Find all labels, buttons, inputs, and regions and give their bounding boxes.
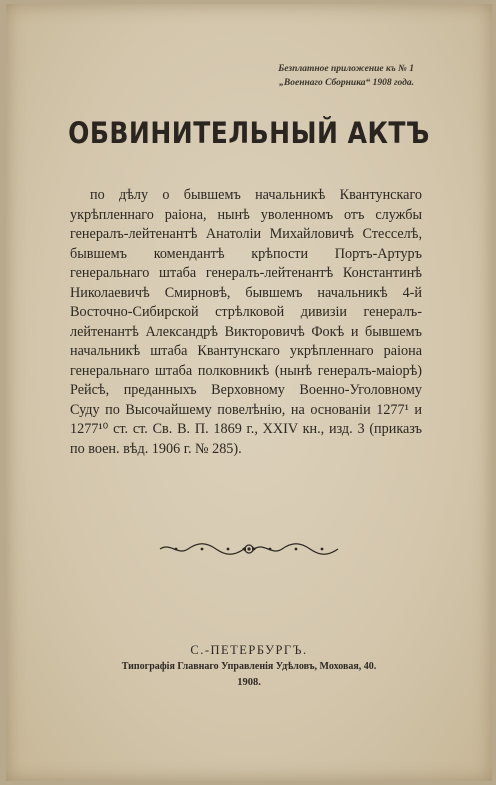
- imprint-printer: Типографія Главнаго Управленія Удѣловъ, Моховая, 40.: [121, 661, 377, 672]
- document-title: ОБВИНИТЕЛЬНЫЙ АКТЪ: [68, 116, 430, 151]
- supplement-line-2: „Военнаго Сборника“ 1908 года.: [279, 78, 414, 88]
- supplement-line-1: Безплатное приложение къ № 1: [278, 64, 414, 74]
- body-paragraph: по дѣлу о бывшемъ начальникѣ Квантунскаго укрѣпленнаго раіона, нынѣ уволенномъ отъ службы генералъ-лейтенантѣ Анатоліи Михайловичѣ Стесселѣ, бывшемъ комендантѣ крѣпости Портъ-Артуръ генеральнаго штаба генералъ-лейтенантѣ Константинѣ Николаевичѣ Смирновѣ, бывшемъ начальникѣ 4-й Восточно-Сибирской стрѣлковой дивизіи генералъ-лейтенантѣ Александрѣ Викторовичѣ Фокѣ и бывшемъ начальникѣ штаба Квантунскаго укрѣпленнаго раіона генеральнаго штаба полковникѣ (нынѣ генералъ-маіорѣ) Рейсѣ, преданныхъ Верховному Военно-Уголовному Суду по Высочайшему повелѣнію, на основаніи 1277¹ и 1277¹⁰ ст. ст. Св. В. П. 1869 г., XXIV кн., изд. 3 (приказъ по воен. вѣд. 1906 г. № 285).: [70, 187, 422, 457]
- supplement-note: [278, 62, 414, 90]
- imprint: [6, 641, 492, 691]
- document-body: [70, 186, 422, 459]
- imprint-city: С.-ПЕТЕРБУРГЪ.: [190, 643, 308, 657]
- imprint-year: 1908.: [237, 677, 261, 688]
- ornament-divider: [156, 540, 342, 558]
- document-page: [6, 4, 492, 781]
